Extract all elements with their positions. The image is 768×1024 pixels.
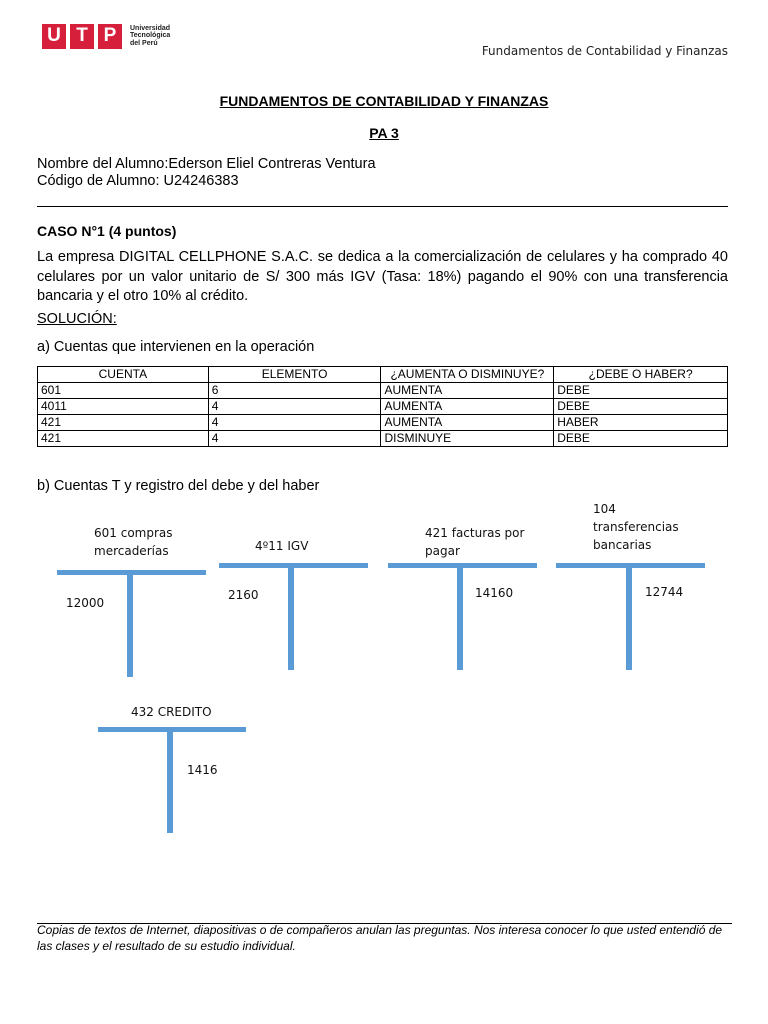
header-aumenta-disminuye: ¿AUMENTA O DISMINUYE? bbox=[381, 367, 554, 383]
table-row bbox=[38, 383, 728, 399]
header-cuenta: CUENTA bbox=[38, 367, 209, 383]
t-account-label: 104 transferencias bancarias bbox=[593, 502, 679, 552]
header-debe-haber: ¿DEBE O HABER? bbox=[554, 367, 728, 383]
student-code: Código de Alumno: U24246383 bbox=[37, 173, 239, 189]
student-name: Nombre del Alumno:Ederson Eliel Contreras Ventura bbox=[37, 156, 376, 172]
footer-note: Copias de textos de Internet, diapositivas o de compañeros anulan las preguntas. Nos interesa conocer lo que usted entendió de las clases y el resultado de su estudio individual. bbox=[37, 923, 723, 953]
t-account-label: 601 compras mercaderías bbox=[94, 526, 173, 558]
cell-cuenta: 421 bbox=[38, 415, 209, 431]
case-text: La empresa DIGITAL CELLPHONE S.A.C. se dedica a la comercialización de celulares y ha comprado 40 celulares por un valor unitario de S/ 300 más IGV (Tasa: 18%) pagando el 90% con una transferencia bancaria y el otro 10% al crédito. bbox=[37, 249, 728, 304]
solution-label: SOLUCIÓN: bbox=[37, 311, 117, 327]
utp-logo bbox=[42, 21, 176, 51]
cell-elemento: 6 bbox=[208, 383, 381, 399]
document-title: FUNDAMENTOS DE CONTABILIDAD Y FINANZAS bbox=[219, 93, 549, 109]
t-account-vertical bbox=[127, 572, 133, 677]
header-elemento: ELEMENTO bbox=[208, 367, 381, 383]
document-subtitle: PA 3 bbox=[369, 125, 399, 141]
logo-subtitle: Universidad Tecnológica del Perú bbox=[130, 24, 171, 47]
t-account-vertical bbox=[167, 729, 173, 833]
course-header: Fundamentos de Contabilidad y Finanzas bbox=[481, 44, 728, 58]
cell-aumenta-disminuye: DISMINUYE bbox=[381, 431, 554, 447]
cell-cuenta: 4011 bbox=[38, 399, 209, 415]
cell-debe-haber: DEBE bbox=[554, 431, 728, 447]
cell-debe-haber: HABER bbox=[554, 415, 728, 431]
cell-aumenta-disminuye: AUMENTA bbox=[381, 399, 554, 415]
t-account-value: 12000 bbox=[66, 596, 105, 610]
table-row bbox=[38, 415, 728, 431]
cell-aumenta-disminuye: AUMENTA bbox=[381, 383, 554, 399]
section-b-heading: b) Cuentas T y registro del debe y del haber bbox=[37, 478, 320, 494]
t-account-label: 421 facturas por pagar bbox=[425, 526, 525, 558]
student-info bbox=[37, 156, 376, 190]
section-a-heading: a) Cuentas que intervienen en la operación bbox=[37, 339, 315, 355]
logo-letter-t: T bbox=[70, 24, 94, 49]
t-account-label: 432 CREDITO bbox=[131, 705, 212, 719]
t-account-label: 4º11 IGV bbox=[255, 539, 309, 553]
divider bbox=[37, 206, 728, 207]
cell-cuenta: 601 bbox=[38, 383, 209, 399]
t-account-vertical bbox=[457, 565, 463, 670]
t-account-value: 1416 bbox=[187, 763, 218, 777]
cell-elemento: 4 bbox=[208, 415, 381, 431]
accounts-table bbox=[37, 366, 728, 447]
table-header-row bbox=[38, 367, 728, 383]
t-account-value: 12744 bbox=[645, 585, 684, 599]
case-title: CASO N°1 (4 puntos) bbox=[37, 223, 177, 239]
cell-elemento: 4 bbox=[208, 399, 381, 415]
cell-aumenta-disminuye: AUMENTA bbox=[381, 415, 554, 431]
t-account-value: 14160 bbox=[475, 586, 514, 600]
t-account-vertical bbox=[626, 565, 632, 670]
logo-letter-u: U bbox=[42, 24, 66, 49]
cell-cuenta: 421 bbox=[38, 431, 209, 447]
cell-elemento: 4 bbox=[208, 431, 381, 447]
cell-debe-haber: DEBE bbox=[554, 399, 728, 415]
t-account-vertical bbox=[288, 565, 294, 670]
t-account-value: 2160 bbox=[228, 588, 259, 602]
table-row bbox=[38, 431, 728, 447]
table-row bbox=[38, 399, 728, 415]
logo-letter-p: P bbox=[98, 24, 122, 49]
cell-debe-haber: DEBE bbox=[554, 383, 728, 399]
